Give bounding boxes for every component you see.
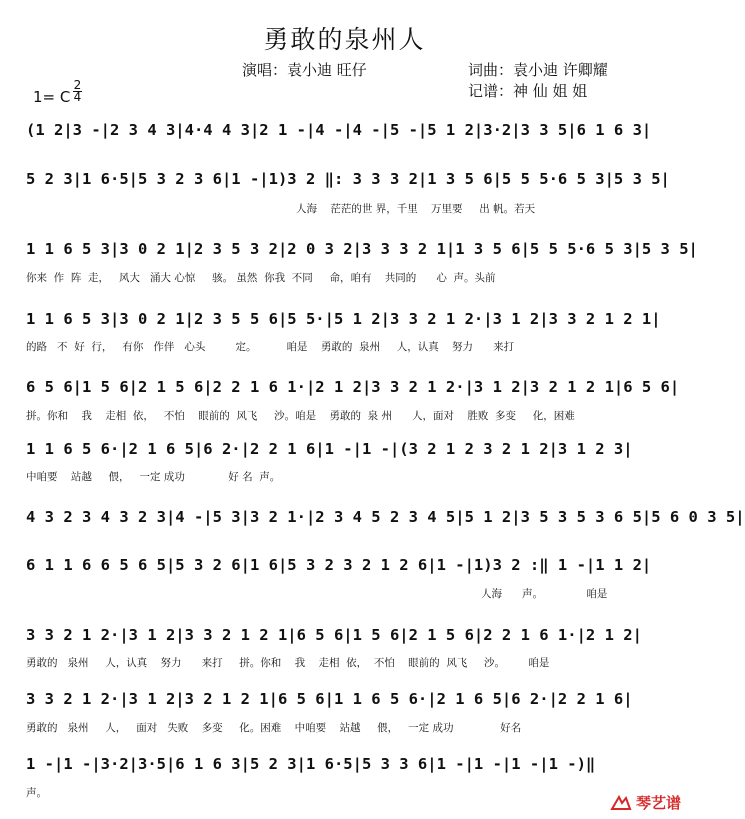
notation-line-7: 4 3 2 3 4 3 2 3|4 -|5 3|3 2 1·|2 3 4 5 2 3 4 5|5 1 2|3 5 3 5 3 6 5|5 6 0 3 5| — [26, 508, 745, 526]
notation-line-1: (1 2|3 -|2 3 4 3|4·4 4 3|2 1 -|4 -|4 -|5 -|5 1 2|3·2|3 3 5|6 1 6 3| — [26, 121, 652, 139]
lyric-line-4: 的路 不 好 行， 有你 作伴 心头 定。 咱是 勇敢的 泉州 人，认真 努力 来打 — [26, 341, 515, 353]
notation-line-11: 1 -|1 -|3·2|3·5|6 1 6 3|5 2 3|1 6·5|5 3 3 6|1 -|1 -|1 -|1 -)‖ — [26, 755, 596, 773]
lyric-line-9: 勇敢的 泉州 人，认真 努力 来打 拼。你和 我 走相 依， 不怕 眼前的 风飞 沙。 咱是 — [26, 657, 550, 669]
transcriber: 记谱：神 仙 姐 姐 — [468, 82, 588, 100]
notation-line-3: 1 1 6 5 3|3 0 2 1|2 3 5 3 2|2 0 3 2|3 3 3 2 1|1 3 5 6|5 5 5·6 5 3|5 3 5| — [26, 240, 698, 258]
lyric-line-10: 勇敢的 泉州 人， 面对 失败 多变 化。困难 中咱要 站越 偎， 一定 成功 好名 — [26, 722, 522, 734]
lyric-line-11: 声。 — [26, 787, 47, 799]
notation-line-9: 3 3 2 1 2·|3 1 2|3 3 2 1 2 1|6 5 6|1 5 6|2 1 5 6|2 2 1 6 1·|2 1 2| — [26, 626, 642, 644]
notation-line-10: 3 3 2 1 2·|3 1 2|3 2 1 2 1|6 5 6|1 1 6 5 6·|2 1 6 5|6 2·|2 2 1 6| — [26, 690, 633, 708]
lyric-line-8: 人海 声。 咱是 — [481, 588, 608, 600]
lyric-line-2: 人海 茫茫的世 界，千里 万里要 出 帆。若天 — [296, 203, 536, 215]
performers: 演唱：袁小迪 旺仔 — [242, 61, 367, 79]
lyric-line-5: 拼。你和 我 走相 依， 不怕 眼前的 风飞 沙。咱是 勇敢的 泉 州 人，面对 胜败 多变 化，困难 — [26, 410, 575, 422]
credits: 词曲：袁小迪 许卿耀 — [468, 61, 608, 79]
time-signature — [73, 80, 82, 103]
lyric-line-6: 中咱要 站越 偎， 一定 成功 好 名 声。 — [26, 471, 281, 483]
time-signature-top: 2 — [73, 78, 82, 92]
watermark-logo-icon — [610, 794, 632, 812]
notation-line-4: 1 1 6 5 3|3 0 2 1|2 3 5 5 6|5 5·|5 1 2|3 3 2 1 2·|3 1 2|3 3 2 1 2 1| — [26, 310, 661, 328]
watermark — [610, 792, 681, 813]
notation-line-8: 6 1 1 6 6 5 6 5|5 3 2 6|1 6|5 3 2 3 2 1 2 6|1 -|1)3 2 :‖ 1 -|1 1 2| — [26, 556, 652, 574]
notation-line-6: 1 1 6 5 6·|2 1 6 5|6 2·|2 2 1 6|1 -|1 -|(3 2 1 2 3 2 1 2|3 1 2 3| — [26, 440, 633, 458]
song-title: 勇敢的泉州人 — [263, 25, 426, 54]
lyric-line-3: 你来 作 阵 走， 风大 涌大 心惊 骇。 虽然 你我 不同 命，咱有 共同的 心 声。头前 — [26, 272, 496, 284]
notation-line-2: 5 2 3|1 6·5|5 3 2 3 6|1 -|1)3 2 ‖: 3 3 3 2|1 3 5 6|5 5 5·6 5 3|5 3 5| — [26, 170, 670, 188]
key-signature: 1= C — [33, 88, 71, 106]
time-signature-bottom: 4 — [73, 90, 82, 104]
notation-line-5: 6 5 6|1 5 6|2 1 5 6|2 2 1 6 1·|2 1 2|3 3 2 1 2·|3 1 2|3 2 1 2 1|6 5 6| — [26, 378, 680, 396]
watermark-text: 琴艺谱 — [635, 794, 681, 812]
